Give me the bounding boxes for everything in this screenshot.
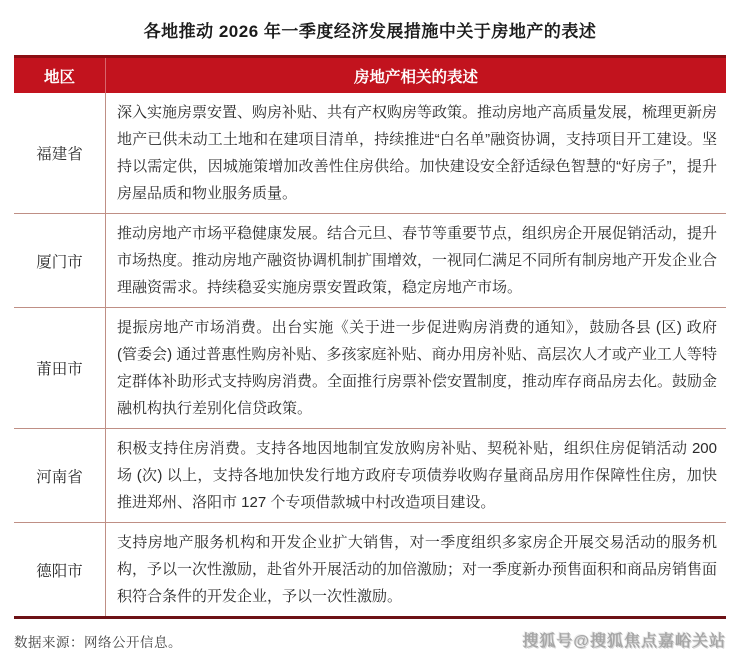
region-cell: 莆田市: [14, 308, 106, 428]
sohu-watermark: 搜狐号@搜狐焦点嘉峪关站: [522, 633, 726, 650]
table-header-row: [14, 55, 726, 93]
page: [0, 17, 740, 650]
policy-table: [14, 55, 726, 619]
statement-cell: 深入实施房票安置、购房补贴、共有产权购房等政策。推动房地产高质量发展，梳理更新房地产已供未动工土地和在建项目清单，持续推进“白名单”融资协调，支持项目开工建设。坚持以需定供，因城施策增加改善性住房供给。加快建设安全舒适绿色智慧的“好房子”，提升房屋品质和物业服务质量。: [117, 104, 718, 202]
table-row: [14, 429, 726, 523]
page-title: 各地推动 2026 年一季度经济发展措施中关于房地产的表述: [143, 22, 597, 41]
page-footer: [14, 628, 726, 651]
data-source-note: 数据来源：网络公开信息。: [14, 635, 182, 650]
column-header-statement: 房地产相关的表述: [353, 68, 478, 86]
region-cell: 河南省: [14, 429, 106, 522]
statement-cell: 支持房地产服务机构和开发企业扩大销售，对一季度组织多家房企开展交易活动的服务机构，予以一次性激励，赴省外开展活动的加倍激励；对一季度新办预售面积和商品房销售面积符合条件的开发企业，予以一次性激励。: [117, 534, 718, 605]
table-row: [14, 308, 726, 429]
region-cell: 德阳市: [14, 523, 106, 616]
table-row: [14, 214, 726, 308]
table-row: [14, 523, 726, 616]
table-row: [14, 93, 726, 214]
column-header-region: 地区: [14, 58, 106, 93]
statement-cell: 积极支持住房消费。支持各地因地制宜发放购房补贴、契税补贴，组织住房促销活动 200 场 (次) 以上，支持各地加快发行地方政府专项债券收购存量商品房用作保障性住房，加快推进郑州、洛阳市 127 个专项借款城中村改造项目建设。: [117, 440, 717, 511]
region-cell: 福建省: [14, 93, 106, 213]
region-cell: 厦门市: [14, 214, 106, 307]
statement-cell: 提振房地产市场消费。出台实施《关于进一步促进购房消费的通知》，鼓励各县 (区) 政府 (管委会) 通过普惠性购房补贴、多孩家庭补贴、商办用房补贴、高层次人才或产业工人等特定群体补助形式支持购房消费。全面推行房票补偿安置制度，推动库存商品房去化。鼓励金融机构执行差别化信贷政策。: [117, 319, 718, 417]
statement-cell: 推动房地产市场平稳健康发展。结合元旦、春节等重要节点，组织房企开展促销活动，提升市场热度。推动房地产融资协调机制扩围增效，一视同仁满足不同所有制房地产开发企业合理融资需求。持续稳妥实施房票安置政策，稳定房地产市场。: [117, 225, 718, 296]
